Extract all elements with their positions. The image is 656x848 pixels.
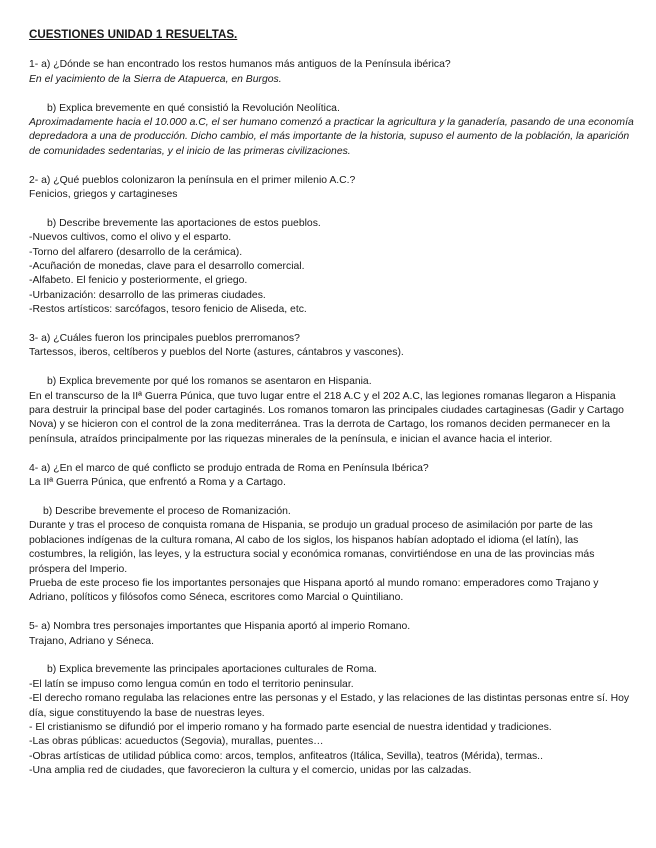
question-3a-text: 3- a) ¿Cuáles fueron los principales pueblos prerromanos?	[29, 333, 300, 345]
question-2a-text: 2- a) ¿Qué pueblos colonizaron la península en el primer milenio A.C.?	[29, 174, 356, 186]
question-2b	[29, 217, 634, 318]
question-4b-text: b) Describe brevemente el proceso de Romanización.	[43, 505, 291, 517]
question-4b	[29, 505, 634, 606]
question-1b	[29, 102, 634, 160]
list-item: -Acuñación de monedas, clave para el desarrollo comercial.	[29, 261, 305, 273]
list-item: -Nuevos cultivos, como el olivo y el esparto.	[29, 232, 232, 244]
question-5b	[29, 663, 634, 778]
list-item: -Torno del alfarero (desarrollo de la cerámica).	[29, 246, 243, 258]
document-title: CUESTIONES UNIDAD 1 RESUELTAS.	[29, 28, 238, 41]
list-item: -El latín se impuso como lengua común en todo el territorio peninsular.	[29, 678, 354, 690]
answer-4a-text: La IIª Guerra Púnica, que enfrentó a Roma y a Cartago.	[29, 477, 286, 489]
answer-2a-text: Fenicios, griegos y cartagineses	[29, 189, 178, 201]
list-item: -Urbanización: desarrollo de las primeras ciudades.	[29, 289, 266, 301]
list-item: -Obras artísticas de utilidad pública como: arcos, templos, anfiteatros (Itálica, Sevilla), teatros (Mérida), termas..	[29, 750, 543, 762]
question-3b-text: b) Explica brevemente por qué los romanos se asentaron en Hispania.	[47, 376, 372, 388]
answer-5a-text: Trajano, Adriano y Séneca.	[29, 635, 154, 647]
question-1b-text: b) Explica brevemente en qué consistió la Revolución Neolítica.	[47, 102, 340, 114]
question-4a-text: 4- a) ¿En el marco de qué conflicto se produjo entrada de Roma en Península Ibérica?	[29, 462, 429, 474]
question-3a	[29, 332, 634, 361]
question-5a-text: 5- a) Nombra tres personajes importantes que Hispania aportó al imperio Romano.	[29, 621, 411, 633]
answer-3b-text: En el transcurso de la IIª Guerra Púnica, que tuvo lugar entre el 218 A.C y el 202 A.C, las legiones romanas llegaron a Hispania para destruir la principal base del poder cartaginés. Los romanos tomaron las principales ciudades cartaginesas (Gadir y Cartago Nova) y se hicieron con el control de la zona mediterránea. Tras la derrota de Cartago, los romanos deciden permanecer en la península, atraídos principalmente por las riquezas minerales de la península, e inician el avance hacia el interior.	[29, 390, 624, 445]
list-item: -Las obras públicas: acueductos (Segovia), murallas, puentes…	[29, 736, 324, 748]
list-item: -Alfabeto. El fenicio y posteriormente, el griego.	[29, 275, 248, 287]
question-3b	[29, 375, 634, 447]
question-1a	[29, 58, 634, 87]
list-item: -Restos artísticos: sarcófagos, tesoro fenicio de Aliseda, etc.	[29, 304, 307, 316]
question-4a	[29, 462, 634, 491]
answer-1b-text: Aproximadamente hacia el 10.000 a.C, el ser humano comenzó a practicar la agricultura y la ganadería, pasando de una economía depredadora a una de producción. Dicho cambio, el más importante de la historia, supuso el aumento de la población, la aparición de comunidades sedentarias, y el inicio de las primeras civilizaciones.	[29, 117, 634, 157]
answer-1a-text: En el yacimiento de la Sierra de Atapuerca, en Burgos.	[29, 73, 282, 85]
answer-4b-text-1: Durante y tras el proceso de conquista romana de Hispania, se produjo un gradual proceso de asimilación por parte de las poblaciones indígenas de la cultura romana, Al cabo de los siglos, los hispanos habían adoptado el idioma (el latín), las costumbres, la religión, las leyes, y la estructura social y económica romanas, convirtiéndose en una de las provincias más próspera del Imperio.	[29, 520, 595, 575]
question-5a	[29, 620, 634, 649]
answer-3a-text: Tartessos, iberos, celtíberos y pueblos del Norte (astures, cántabros y vascones).	[29, 347, 404, 359]
list-item: -Una amplia red de ciudades, que favorecieron la cultura y el comercio, unidas por las calzadas.	[29, 765, 472, 777]
question-1a-text: 1- a) ¿Dónde se han encontrado los restos humanos más antiguos de la Península ibérica?	[29, 59, 451, 71]
question-2a	[29, 174, 634, 203]
list-item: -El derecho romano regulaba las relaciones entre las personas y el Estado, y las relaciones de las distintas personas entre sí. Hoy día, sigue constituyendo la base de nuestras leyes.	[29, 693, 630, 719]
answer-4b-text-2: Prueba de este proceso fie los importantes personajes que Hispana aportó al mundo romano: emperadores como Trajano y Adriano, políticos y filósofos como Séneca, escritores como Marcial o Quintiliano.	[29, 577, 599, 604]
list-item: - El cristianismo se difundió por el imperio romano y ha formado parte esencial de nuestra identidad y tradiciones.	[29, 721, 552, 733]
question-2b-text: b) Describe brevemente las aportaciones de estos pueblos.	[47, 217, 321, 229]
question-5b-text: b) Explica brevemente las principales aportaciones culturales de Roma.	[47, 664, 377, 676]
